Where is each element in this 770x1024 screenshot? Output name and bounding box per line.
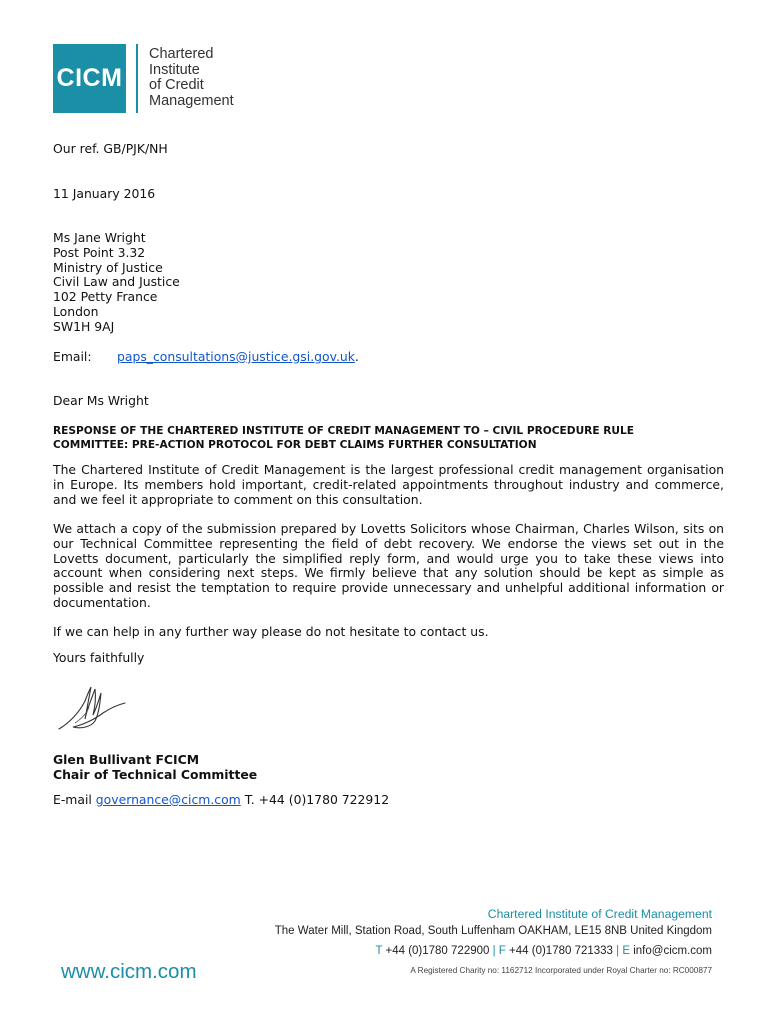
body-paragraph-1: The Chartered Institute of Credit Management is the largest professional credit management organisation in Europe. Its members hold important, credit-related appointments throughout industry and commerce, and we feel it appropriate to comment on this consultation. [53,462,724,507]
recipient-email-link[interactable]: paps_consultations@justice.gsi.gov.uk [117,349,355,364]
footer-charity-notice: A Registered Charity no: 1162712 Incorporated under Royal Charter no: RC000877 [410,966,712,975]
body-paragraph-2: We attach a copy of the submission prepared by Lovetts Solicitors whose Chairman, Charles Wilson, sits on our Technical Committee representing the field of debt recovery. We endorse the views set out in the Lovetts document, particularly the simplified reply form, and would urge you to take these views into account when considering next steps. We firmly believe that any solution should be kept as simple as possible and resist the temptation to require provide unnecessary and unhelpful additional information or documentation. [53,521,724,610]
recipient-address [53,231,180,335]
logo-line: Institute [149,61,200,78]
signatory-name: Glen Bullivant FCICM [53,752,200,767]
contact-phone: T. +44 (0)1780 722912 [240,792,390,807]
closing: Yours faithfully [53,650,145,665]
address-line: 102 Petty France [53,289,158,305]
address-line: Ministry of Justice [53,259,163,275]
phone-label: T [375,945,383,957]
separator: | [616,945,620,957]
address-line: London [53,303,99,319]
signatory-title: Chair of Technical Committee [53,767,258,782]
logo-line: Chartered [149,46,214,62]
logo-divider [136,44,138,113]
handwritten-signature [55,683,135,735]
logo-wordmark [149,47,234,109]
email-suffix: . [354,349,359,364]
our-reference: Our ref. GB/PJK/NH [53,141,168,156]
subject-line: COMMITTEE: PRE-ACTION PROTOCOL FOR DEBT CLAIMS FURTHER CONSULTATION [53,439,537,451]
body-paragraph-3: If we can help in any further way please do not hesitate to contact us. [53,624,489,639]
fax-value: +44 (0)1780 721333 [505,945,617,957]
email-label-footer: E [619,945,631,957]
footer-contact [375,945,712,957]
logo-line: Management [149,92,234,109]
footer-address: The Water Mill, Station Road, South Luffenham OAKHAM, LE15 8NB United Kingdom [274,925,712,937]
address-line: Ms Jane Wright [53,230,146,245]
logo-line: of Credit [149,77,204,93]
governance-email-link[interactable]: governance@cicm.com [95,792,241,807]
phone-value: +44 (0)1780 722900 [382,945,493,957]
separator: | [492,945,496,957]
address-line: Civil Law and Justice [53,274,180,290]
letter-subject [53,424,634,452]
address-line: Post Point 3.32 [53,244,146,260]
recipient-email-row [117,350,359,365]
fax-label: F [495,945,506,957]
cicm-logo-mark: CICM [53,44,126,113]
contact-prefix: E-mail [53,792,96,807]
subject-line: RESPONSE OF THE CHARTERED INSTITUTE OF CREDIT MANAGEMENT TO – CIVIL PROCEDURE RULE [53,425,635,437]
contact-line [53,793,389,808]
salutation: Dear Ms Wright [53,393,149,408]
footer-org-name: Chartered Institute of Credit Management [487,907,712,921]
email-label: Email: [53,349,92,364]
address-line: SW1H 9AJ [53,318,115,334]
footer-email[interactable]: info@cicm.com [630,945,712,957]
footer-website-link[interactable]: www.cicm.com [61,960,197,983]
letter-date: 11 January 2016 [53,186,156,201]
